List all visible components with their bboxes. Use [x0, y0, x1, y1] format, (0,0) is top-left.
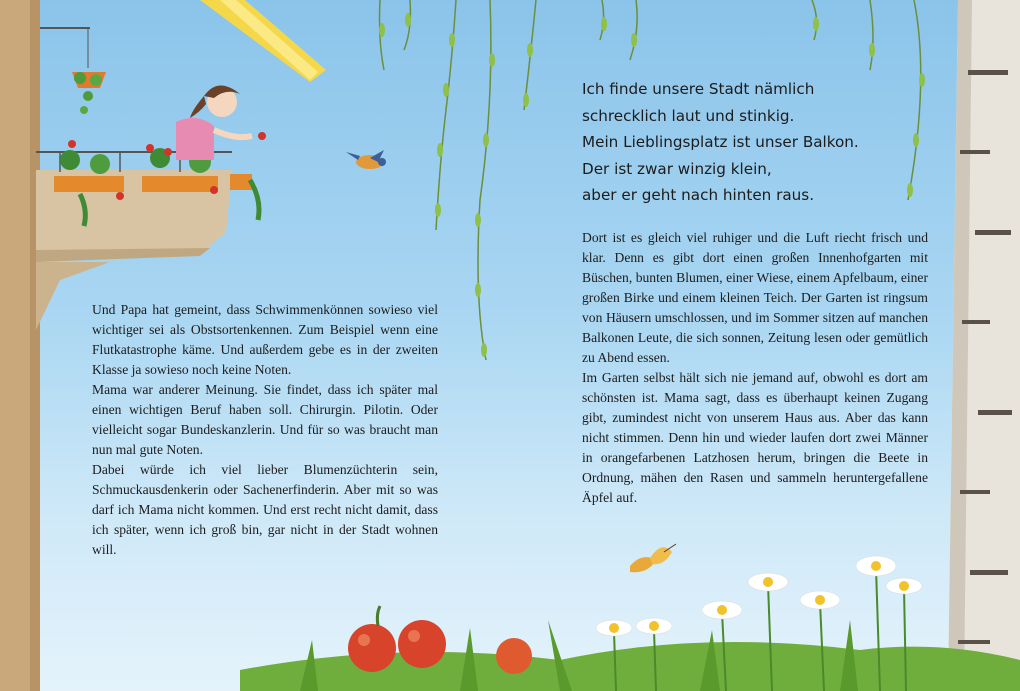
intro-line: schrecklich laut und stinkig.	[582, 106, 795, 125]
intro-line: aber er geht nach hinten raus.	[582, 186, 815, 204]
paragraph: Im Garten selbst hält sich nie jemand auf, obwohl es dort am schönsten ist. Mama sagt, dass es überhaupt keinen Zugang gibt, zumindest nicht von unserem Haus aus. Aber das kann nicht stimmen. Denn hin und wieder laufen dort zwei Männer in orangefarbenen Latzhosen herum, bringen die Beete in Ordnung, mähen den Rasen und sammeln heruntergefallene Äpfel auf.	[582, 370, 928, 505]
left-page-text	[92, 300, 438, 560]
paragraph: Und Papa hat gemeint, dass Schwimmenkönnen sowieso viel wichtiger sei als Obstsortenkennen. Zum Beispiel wenn eine Flutkatastrophe käme. Und außerdem gebe es in der zweiten Klasse ja sowieso noch keine Noten.	[92, 302, 438, 377]
paragraph: Dabei würde ich viel lieber Blumenzüchterin sein, Schmuckausdenkerin oder Sachenerfinderin. Aber mit so was darf ich Mama nicht kommen. Und erst recht nicht damit, dass ich später, wenn ich groß bin, gar nicht in der Stadt wohnen will.	[92, 462, 438, 557]
girl	[176, 85, 252, 160]
intro-line: Der ist zwar winzig klein,	[582, 159, 772, 178]
paragraph: Mama war anderer Meinung. Sie findet, dass ich später mal einen wichtigen Beruf haben soll. Chirurgin. Pilotin. Oder vielleicht sogar Bundeskanzlerin. Und für so was braucht man nun mal gute Noten.	[92, 382, 438, 457]
intro-line: Ich finde unsere Stadt nämlich	[582, 80, 815, 98]
birch-tree	[948, 0, 1020, 691]
intro-text	[582, 76, 922, 209]
paragraph: Dort ist es gleich viel ruhiger und die Luft riecht frisch und klar. Denn es gibt dort einen großen Innenhofgarten mit Büschen, bunten Blumen, einer Wiese, einem Apfelbaum, einer großen Birke und einem kleinen Teich. Der Garten ist ringsum von Häusern umschlossen, und im Sommer sitzen auf manchen Balkonen Leute, die sich sonnen, Zeitung lesen oder gemütlich zu Abend essen.	[582, 230, 928, 365]
hanging-plant	[40, 28, 106, 114]
bird	[346, 150, 386, 169]
right-page-text	[582, 228, 928, 508]
butterfly	[630, 544, 676, 572]
intro-line: Mein Lieblingsplatz ist unser Balkon.	[582, 133, 859, 151]
